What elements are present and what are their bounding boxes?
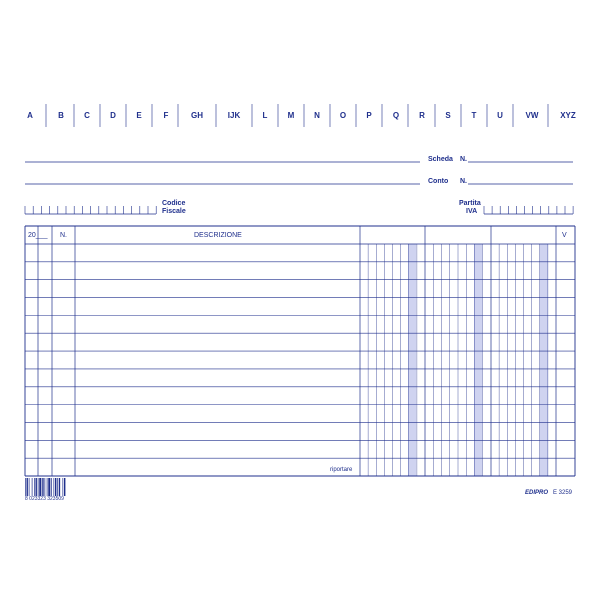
- barcode-bar: [32, 478, 33, 496]
- barcode-bar: [51, 478, 52, 496]
- barcode-bar: [39, 478, 41, 496]
- alphabet-tab-d: D: [110, 111, 116, 120]
- year-column-header: 20___: [28, 232, 48, 239]
- partita-iva-label-1: Partita: [459, 200, 481, 207]
- codice-fiscale-label-1: Codice: [162, 200, 186, 207]
- barcode-bar: [48, 478, 50, 496]
- scheda-label: Scheda: [428, 156, 453, 163]
- barcode-bar: [29, 478, 30, 496]
- scheda-number-label: N.: [460, 156, 467, 163]
- alphabet-tab-m: M: [287, 111, 295, 120]
- barcode-bar: [64, 478, 65, 496]
- partita-iva-label-2: IVA: [466, 208, 478, 215]
- alphabet-tab-q: Q: [392, 111, 400, 120]
- barcode-bar: [59, 478, 60, 496]
- highlight-column: [540, 244, 548, 476]
- barcode-bar: [27, 478, 28, 496]
- barcode-bar: [54, 478, 55, 496]
- conto-number-label: N.: [460, 178, 467, 185]
- alphabet-tab-e: E: [136, 111, 142, 120]
- alphabet-tab-c: C: [84, 111, 90, 120]
- alphabet-tab-b: B: [58, 111, 64, 120]
- barcode-bars: [25, 478, 81, 496]
- barcode-bar: [55, 478, 56, 496]
- alphabet-tab-ijk: IJK: [227, 111, 241, 120]
- alphabet-tab-a: A: [27, 111, 33, 120]
- alphabet-tab-n: N: [314, 111, 320, 120]
- barcode-bar: [25, 478, 26, 496]
- number-column-header: N.: [60, 232, 67, 239]
- alphabet-tab-xyz: XYZ: [560, 111, 576, 120]
- alphabet-tab-f: F: [163, 111, 169, 120]
- carry-over-label: riportare: [330, 467, 353, 473]
- product-code: E 3259: [553, 490, 573, 496]
- alphabet-tab-s: S: [445, 111, 451, 120]
- highlight-column: [474, 244, 482, 476]
- alphabet-tab-o: O: [339, 111, 347, 120]
- barcode-bar: [57, 478, 58, 496]
- barcode-bar: [47, 478, 48, 496]
- barcode-bar: [36, 478, 37, 496]
- brand-logo: EDIPRO: [525, 490, 549, 496]
- description-column-header: DESCRIZIONE: [194, 232, 242, 239]
- codice-fiscale-label-2: Fiscale: [162, 208, 186, 215]
- alphabet-tab-t: T: [471, 111, 477, 120]
- alphabet-tab-u: U: [497, 111, 503, 120]
- barcode-bar: [63, 478, 64, 496]
- barcode: [25, 478, 81, 502]
- alphabet-tab-gh: GH: [191, 111, 203, 120]
- barcode-bar: [38, 478, 39, 496]
- alphabet-tab-p: P: [366, 111, 372, 120]
- barcode-bar: [34, 478, 35, 496]
- barcode-digits: 8 023323 323509: [25, 496, 64, 502]
- barcode-bar: [42, 478, 43, 496]
- highlight-column: [408, 244, 416, 476]
- conto-label: Conto: [428, 178, 449, 185]
- barcode-bar: [45, 478, 46, 496]
- alphabet-tab-vw: VW: [525, 111, 539, 120]
- alphabet-tab-l: L: [262, 111, 268, 120]
- check-column-header: V: [562, 232, 567, 239]
- alphabet-tab-r: R: [419, 111, 425, 120]
